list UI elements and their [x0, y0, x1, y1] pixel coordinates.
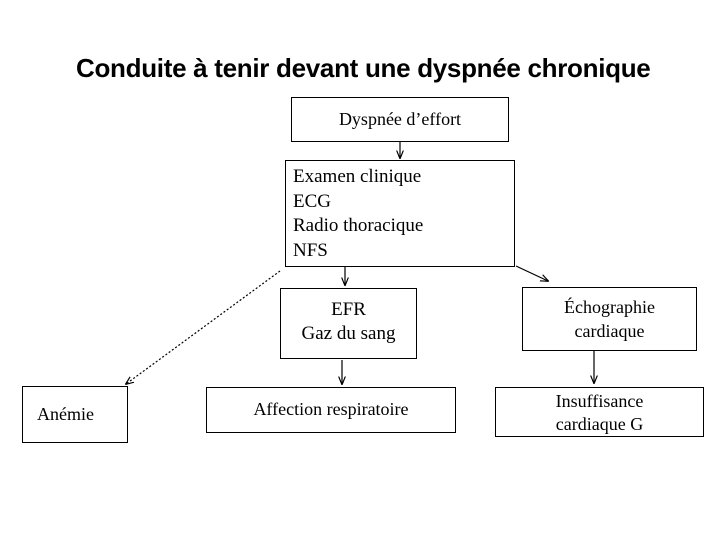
node-anemie-label: Anémie [37, 404, 94, 424]
node-examen-line-3: Radio thoracique [293, 215, 424, 236]
node-echo-line-1: Échographie [564, 297, 655, 317]
node-examen-line-2: ECG [293, 190, 331, 212]
node-efr-line-2: Gaz du sang [301, 323, 396, 344]
node-efr-line-1: EFR [331, 299, 366, 320]
edge-examen-to-echo [516, 266, 548, 281]
edge-examen-to-anemie [126, 271, 280, 384]
node-dyspnee-effort [291, 97, 509, 142]
node-examen-clinique [285, 160, 515, 267]
node-examen-line-1: Examen clinique [293, 166, 422, 187]
node-insuffisance-cardiaque [495, 387, 704, 437]
node-affection-label: Affection respiratoire [253, 399, 409, 419]
node-insuffisance-line-2: cardiaque G [555, 414, 644, 434]
diagram-title: Conduite à tenir devant une dyspnée chronique [76, 53, 651, 83]
node-anemie [22, 386, 128, 443]
node-dyspnee-label: Dyspnée d’effort [338, 109, 462, 129]
node-affection-respiratoire [206, 387, 456, 433]
node-efr [280, 288, 417, 359]
node-examen-line-4: NFS [293, 239, 328, 261]
node-echo-line-2: cardiaque [574, 321, 645, 341]
node-echographie [522, 287, 697, 351]
node-insuffisance-line-1: Insuffisance [555, 391, 644, 411]
